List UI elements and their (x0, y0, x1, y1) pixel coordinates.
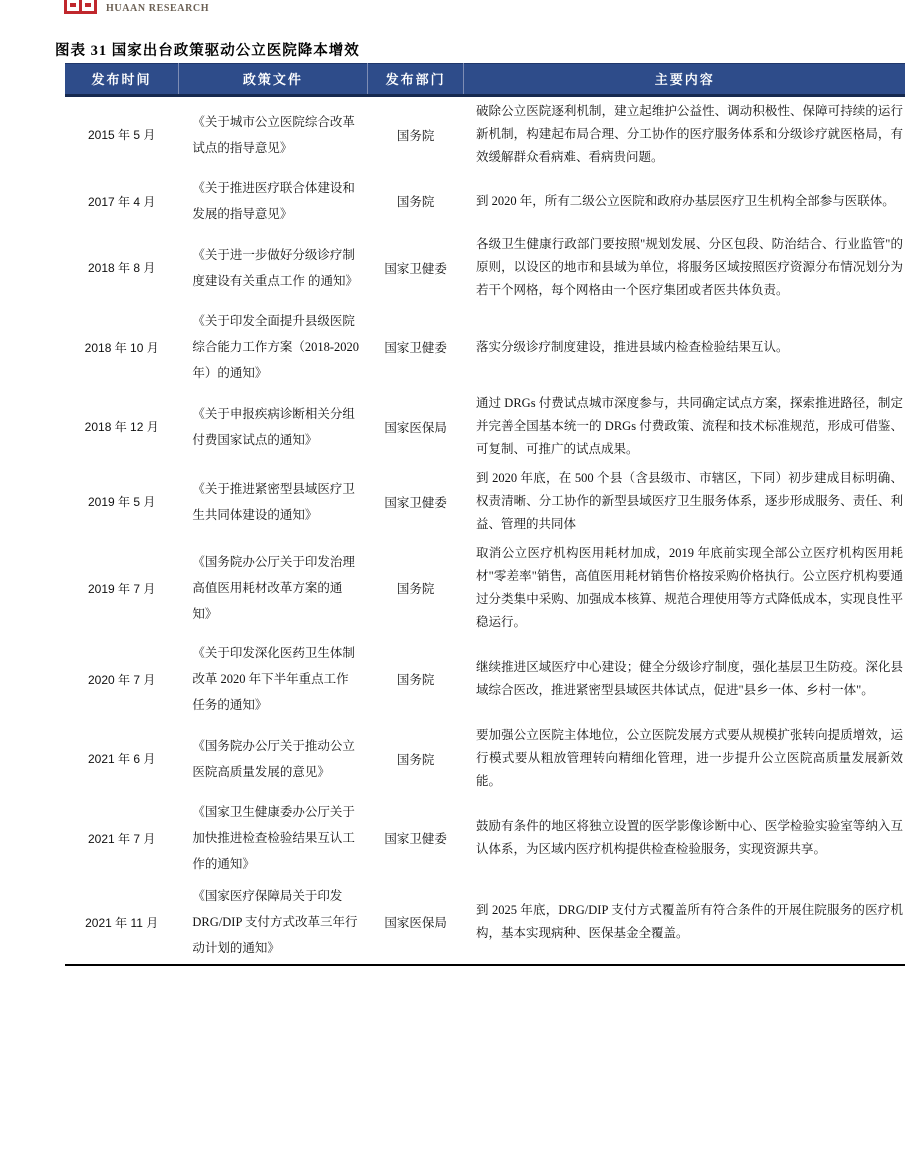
cell-content: 要加强公立医院主体地位，公立医院发展方式要从规模扩张转向提质增效，运行模式要从粗放管理转向精细化管理，进一步提升公立医院高质量发展新效能。 (475, 728, 903, 788)
column-header-issuing-department: 发布部门 (367, 64, 464, 96)
brand-header (64, 0, 209, 14)
cell-date: 2018 年 8 月 (88, 261, 156, 275)
cell-policy: 《关于推进医疗联合体建设和发展的指导意见》 (192, 181, 355, 221)
cell-policy: 《国务院办公厅关于推动公立医院高质量发展的意见》 (192, 738, 355, 779)
cell-department: 国务院 (396, 582, 435, 596)
table-row (65, 305, 905, 389)
cell-policy: 《关于申报疾病诊断相关分组付费国家试点的通知》 (192, 406, 355, 447)
cell-content: 继续推进区域医疗中心建设；健全分级诊疗制度，强化基层卫生防疫。深化县域综合医改，推进紧密型县域医共体试点，促进"县乡一体、乡村一体"。 (475, 660, 903, 697)
cell-content: 通过 DRGs 付费试点城市深度参与，共同确定试点方案，探索推进路径，制定并完善全国基本统一的 DRGs 付费政策、流程和技术标准规范，形成可借鉴、可复制、可推广的试点成果。 (475, 396, 903, 456)
cell-department: 国务院 (396, 195, 435, 209)
cell-date: 2020 年 7 月 (88, 672, 156, 687)
cell-date: 2021 年 6 月 (88, 752, 156, 766)
cell-department: 国家医保局 (384, 916, 447, 930)
table-row (65, 96, 905, 173)
cell-content: 各级卫生健康行政部门要按照"规划发展、分区包段、防治结合、行业监管"的原则，以设区的地市和县域为单位，将服务区域按照医疗资源分布情况划分为若干个网格，每个网格由一个医疗集团或者医共体负责。 (475, 237, 903, 297)
table-row (65, 389, 905, 464)
cell-department: 国家卫健委 (384, 341, 447, 355)
cell-department: 国务院 (396, 128, 435, 143)
cell-content: 鼓励有条件的地区将独立设置的医学影像诊断中心、医学检验实验室等纳入互认体系，为区域内医疗机构提供检查检验服务，实现资源共享。 (475, 819, 903, 856)
cell-date: 2018 年 12 月 (84, 420, 159, 434)
brand-name-text: HUAAN RESEARCH (106, 3, 210, 14)
cell-department: 国家卫健委 (384, 495, 447, 510)
column-header-policy-document: 政策文件 (178, 64, 367, 96)
cell-content: 到 2025 年底，DRG/DIP 支付方式覆盖所有符合条件的开展住院服务的医疗机构，基本实现病种、医保基金全覆盖。 (475, 903, 903, 940)
table-row (65, 880, 905, 965)
figure-title: 图表 31 国家出台政策驱动公立医院降本增效 (55, 43, 360, 59)
cell-date: 2021 年 11 月 (85, 915, 159, 930)
cell-content: 落实分级诊疗制度建设，推进县域内检查检验结果互认。 (475, 339, 789, 354)
table-row (65, 464, 905, 539)
cell-policy: 《国务院办公厅关于印发治理高值医用耗材改革方案的通知》 (192, 555, 355, 621)
cell-content: 破除公立医院逐利机制，建立起维护公益性、调动积极性、保障可持续的运行新机制，构建起布局合理、分工协作的医疗服务体系和分级诊疗就医格局，有效缓解群众看病难、看病贵问题。 (475, 104, 903, 164)
cell-department: 国家卫健委 (384, 832, 447, 846)
cell-content: 取消公立医疗机构医用耗材加成，2019 年底前实现全部公立医疗机构医用耗材"零差率"销售，高值医用耗材销售价格按采购价格执行。公立医疗机构要通过分类集中采购、加强成本核算、规范合理使用等方式降低成本，实现良性平稳运行。 (475, 546, 903, 629)
cell-policy: 《关于印发深化医药卫生体制改革 2020 年下半年重点工作任务的通知》 (192, 646, 355, 712)
table-row (65, 172, 905, 230)
cell-policy: 《关于城市公立医院综合改革试点的指导意见》 (192, 114, 355, 155)
cell-date: 2019 年 7 月 (88, 581, 156, 596)
table-header-row (65, 64, 905, 96)
cell-policy: 《关于印发全面提升县级医院综合能力工作方案（2018-2020 年）的通知》 (192, 314, 360, 380)
cell-date: 2018 年 10 月 (84, 340, 159, 355)
cell-department: 国务院 (396, 752, 435, 767)
column-header-main-content: 主要内容 (464, 64, 905, 96)
cell-date: 2021 年 7 月 (88, 831, 156, 846)
huaan-logo-icon (64, 0, 97, 14)
table-row (65, 637, 905, 721)
cell-policy: 《国家医疗保障局关于印发 DRG/DIP 支付方式改革三年行动计划的通知》 (192, 889, 358, 955)
cell-content: 到 2020 年底，在 500 个县（含县级市、市辖区，下同）初步建成目标明确、权责清晰、分工协作的新型县域医疗卫生服务体系，逐步形成服务、责任、利益、管理的共同体 (475, 471, 903, 531)
cell-policy: 《关于推进紧密型县域医疗卫生共同体建设的通知》 (192, 481, 355, 522)
cell-department: 国家卫健委 (384, 261, 447, 276)
table-row (65, 230, 905, 305)
cell-policy: 《国家卫生健康委办公厅关于加快推进检查检验结果互认工作的通知》 (192, 805, 355, 871)
cell-date: 2015 年 5 月 (88, 128, 156, 142)
cell-date: 2017 年 4 月 (88, 194, 156, 209)
column-header-publish-date: 发布时间 (65, 64, 178, 96)
table-row (65, 796, 905, 880)
cell-policy: 《关于进一步做好分级诊疗制度建设有关重点工作 的通知》 (192, 247, 359, 288)
cell-department: 国务院 (396, 673, 435, 687)
table-row (65, 539, 905, 637)
table-row (65, 721, 905, 796)
cell-date: 2019 年 5 月 (88, 495, 156, 509)
policy-table (65, 63, 905, 966)
cell-department: 国家医保局 (384, 420, 447, 435)
cell-content: 到 2020 年，所有二级公立医院和政府办基层医疗卫生机构全部参与医联体。 (475, 193, 895, 208)
